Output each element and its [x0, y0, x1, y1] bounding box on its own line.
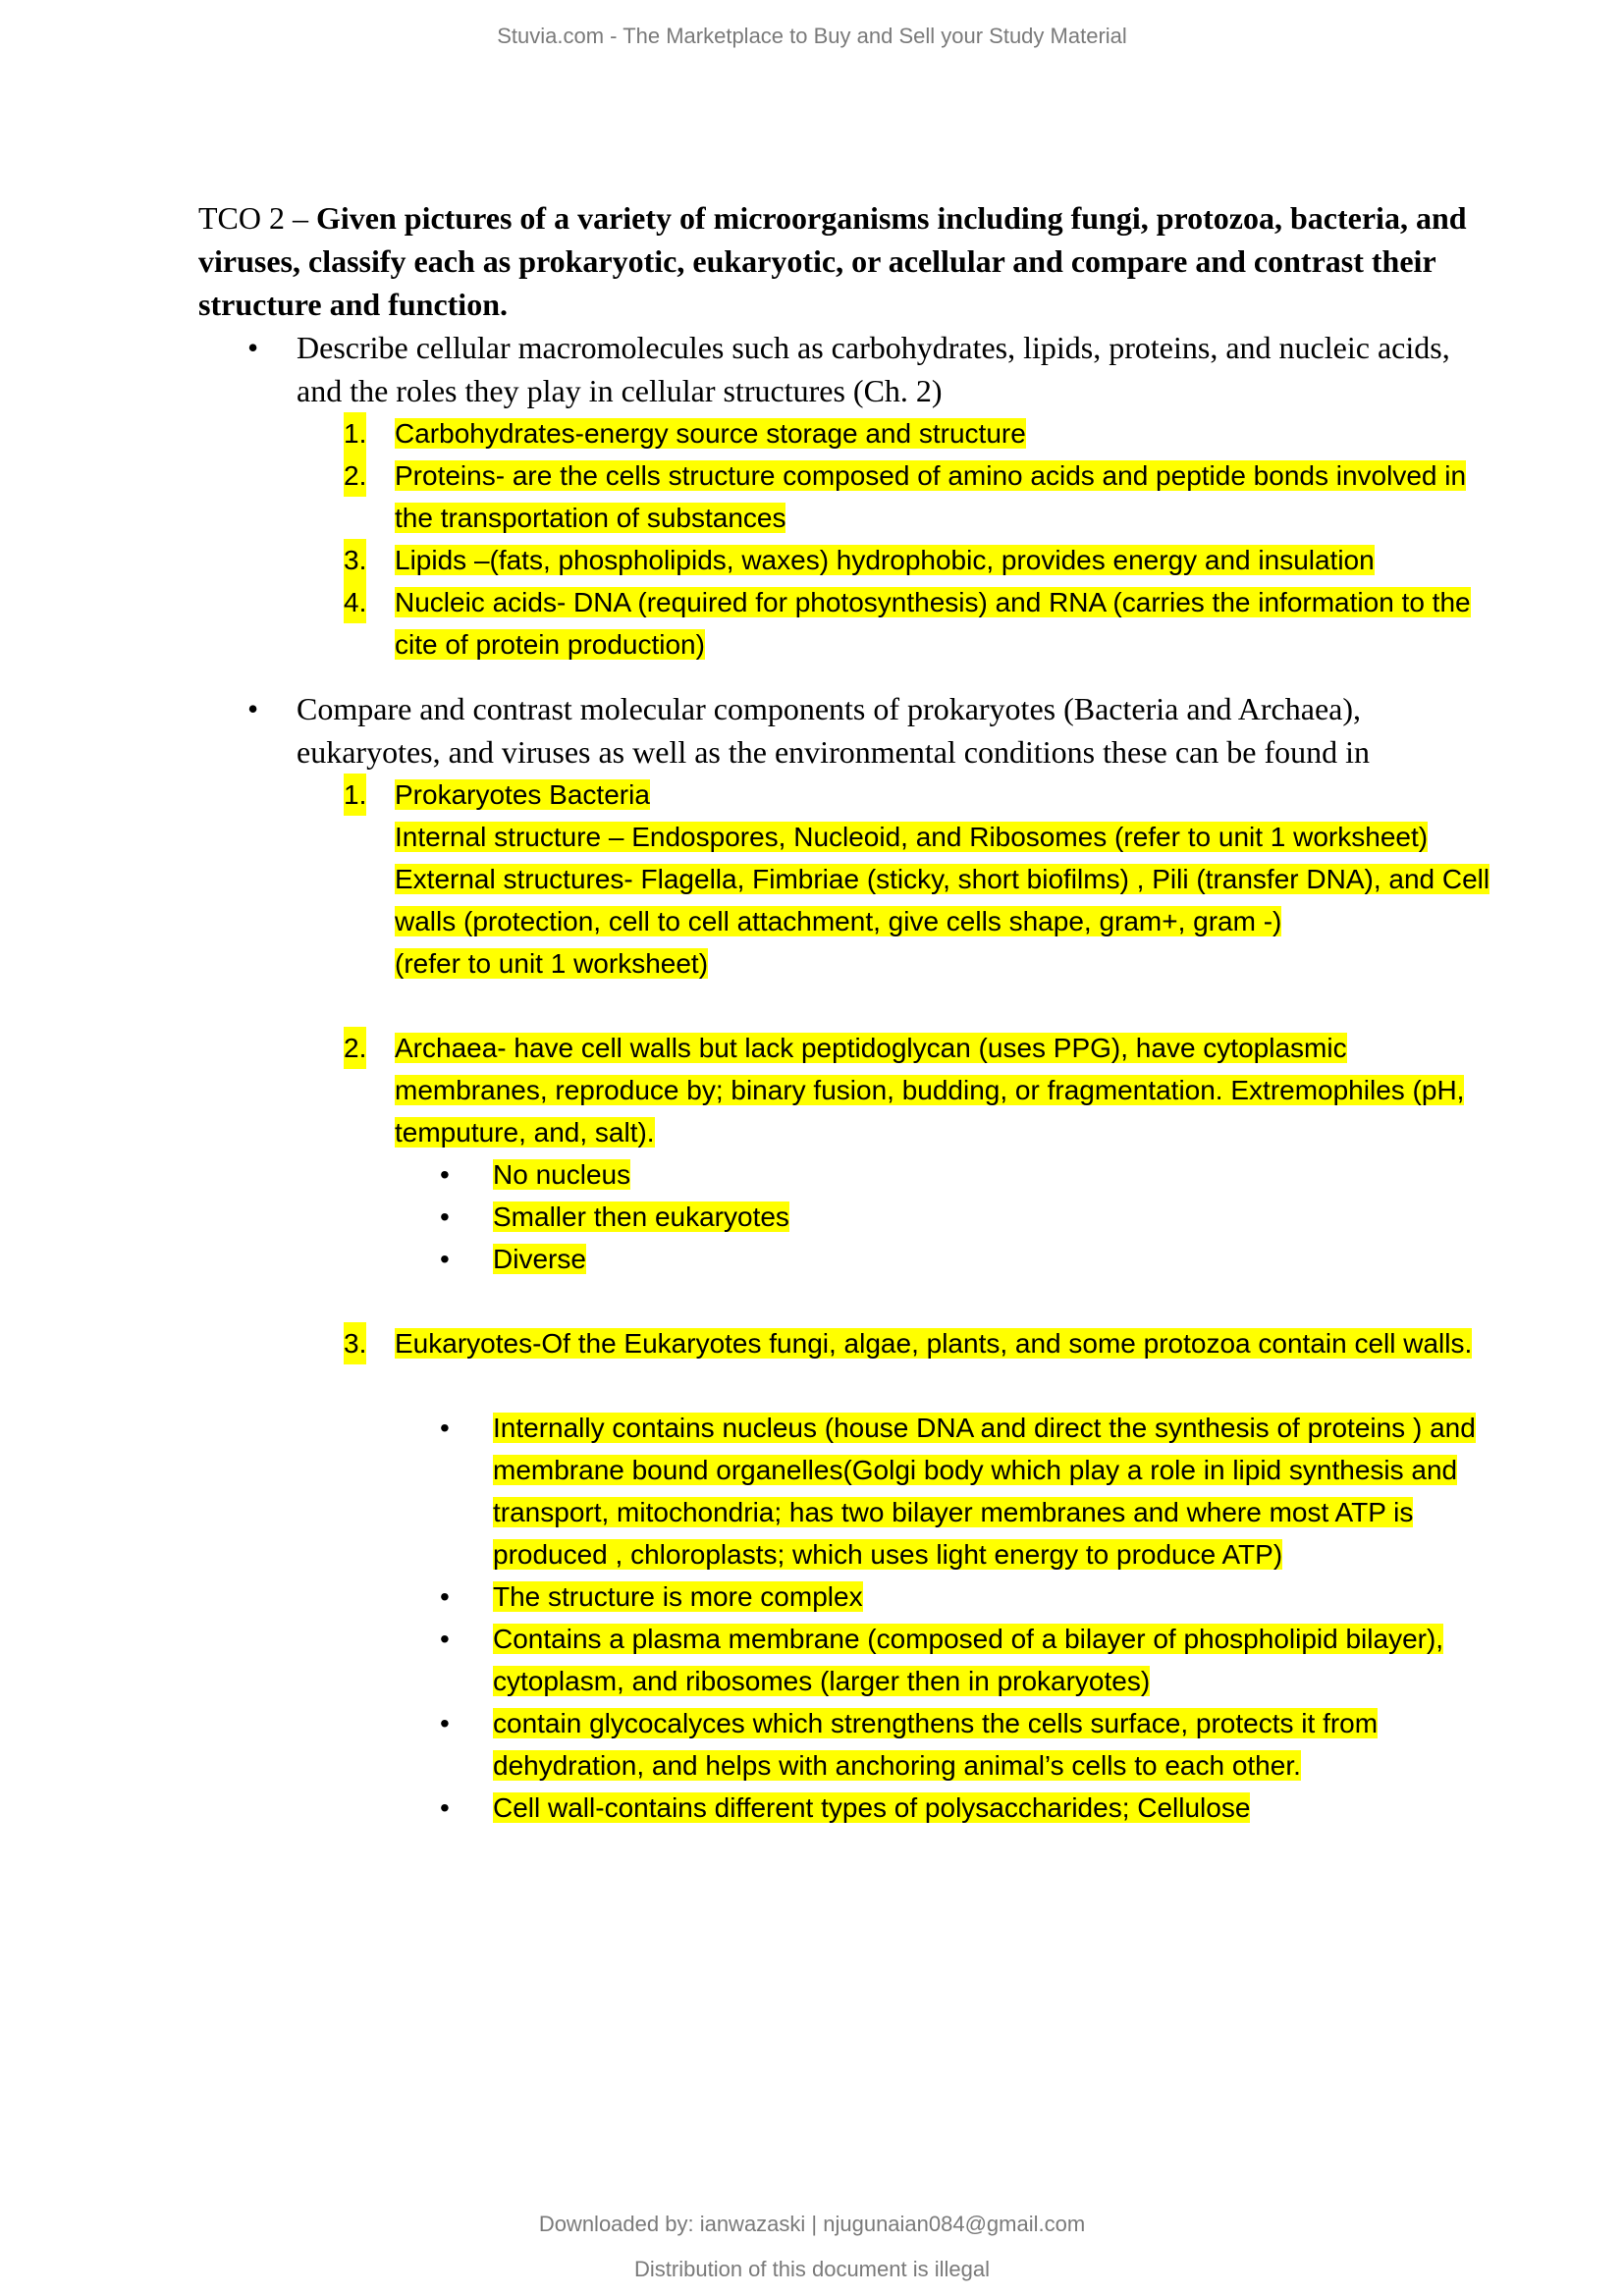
bullet-icon: • [440, 1708, 450, 1738]
bacteria-internal: Internal structure – Endospores, Nucleoid, and Ribosomes (refer to unit 1 worksheet) [395, 822, 1429, 852]
list-number: 2. [344, 1027, 366, 1069]
list-number: 1. [344, 774, 366, 816]
macromolecule-list [198, 412, 1494, 666]
eukaryote-bullets [198, 1407, 1494, 1829]
bullet-icon: • [440, 1624, 450, 1654]
list-item-text: Proteins- are the cells structure composed of amino acids and peptide bonds involved in the transportation of substances [395, 460, 1467, 533]
list-item-text: Lipids –(fats, phospholipids, waxes) hydrophobic, provides energy and insulation [395, 545, 1375, 575]
distribution-footer: Distribution of this document is illegal [634, 2257, 990, 2281]
bacteria-refer: (refer to unit 1 worksheet) [395, 948, 709, 979]
bacteria-external: External structures- Flagella, Fimbriae (sticky, short biofilms) , Pili (transfer DNA), and Cell walls (protection, cell to cell attachment, give cells shape, gram+, gram -) [395, 864, 1490, 936]
list-item [198, 1702, 1494, 1787]
list-item [198, 539, 1494, 581]
bacteria-title: Prokaryotes Bacteria [395, 779, 650, 810]
list-item [198, 1787, 1494, 1829]
list-item [198, 1196, 1494, 1238]
archaea-text: Archaea- have cell walls but lack peptidoglycan (uses PPG), have cytoplasmic membranes, reproduce by; binary fusion, budding, or fragmentation. Extremophiles (pH, temputure, and, salt). [395, 1033, 1465, 1148]
list-item-text: Carbohydrates-energy source storage and structure [395, 418, 1026, 449]
tco-prefix: TCO 2 – [198, 200, 316, 236]
tco-description: Given pictures of a variety of microorganisms including fungi, protozoa, bacteria, and viruses, classify each as prokaryotic, eukaryotic, or acellular and compare and contrast their structure and function. [198, 200, 1467, 322]
list-item [198, 581, 1494, 666]
list-item [198, 412, 1494, 454]
list-item-text: Cell wall-contains different types of polysaccharides; Cellulose [493, 1792, 1251, 1823]
list-item-archaea [198, 1027, 1494, 1153]
list-item [198, 1575, 1494, 1618]
stuvia-header: Stuvia.com - The Marketplace to Buy and Sell your Study Material [497, 24, 1127, 48]
list-item [198, 454, 1494, 539]
bullet-icon: • [440, 1201, 450, 1232]
list-item-text: Internally contains nucleus (house DNA and direct the synthesis of proteins ) and membrane bound organelles(Golgi body which play a role in lipid synthesis and transport, mitochondria; has two bilayer membranes and where most ATP is produced , chloroplasts; which uses light energy to produce ATP) [493, 1413, 1476, 1570]
eukaryotes-text: Eukaryotes-Of the Eukaryotes fungi, algae, plants, and some protozoa contain cell walls. [395, 1328, 1473, 1359]
section-macromolecules [198, 326, 1494, 412]
bullet-icon: • [247, 330, 259, 365]
list-item [198, 1153, 1494, 1196]
list-item-text: Smaller then eukaryotes [493, 1201, 789, 1232]
list-item-text: Nucleic acids- DNA (required for photosynthesis) and RNA (carries the information to the cite of protein production) [395, 587, 1471, 660]
tco-heading [198, 196, 1494, 326]
list-item [198, 1407, 1494, 1575]
list-item-text: Contains a plasma membrane (composed of a bilayer of phospholipid bilayer), cytoplasm, and ribosomes (larger then in prokaryotes) [493, 1624, 1444, 1696]
list-item-text: No nucleus [493, 1159, 631, 1190]
list-number: 3. [344, 539, 366, 581]
list-item [198, 1618, 1494, 1702]
bullet-icon: • [440, 1413, 450, 1443]
list-item [198, 1238, 1494, 1280]
list-item-text: contain glycocalyces which strengthens the cells surface, protects it from dehydration, and helps with anchoring animal’s cells to each other. [493, 1708, 1379, 1781]
archaea-bullets [198, 1153, 1494, 1280]
bullet-icon: • [440, 1244, 450, 1274]
bullet-icon: • [440, 1581, 450, 1612]
eukaryote-list [198, 1322, 1494, 1364]
section-compare-text: Compare and contrast molecular components of prokaryotes (Bacteria and Archaea), eukaryotes, and viruses as well as the environmental conditions these can be found in [297, 691, 1371, 770]
list-number: 2. [344, 454, 366, 497]
list-number: 3. [344, 1322, 366, 1364]
document-body [198, 196, 1494, 1829]
bullet-icon: • [440, 1792, 450, 1823]
bullet-icon: • [440, 1159, 450, 1190]
list-number: 4. [344, 581, 366, 623]
bullet-icon: • [247, 691, 259, 726]
list-item-text: Diverse [493, 1244, 586, 1274]
list-item-bacteria [198, 774, 1494, 985]
list-item-text: The structure is more complex [493, 1581, 863, 1612]
list-number: 1. [344, 412, 366, 454]
section-macromolecules-text: Describe cellular macromolecules such as carbohydrates, lipids, proteins, and nucleic acids, and the roles they play in cellular structures (Ch. 2) [297, 330, 1450, 408]
organism-list [198, 774, 1494, 1153]
downloaded-by-footer: Downloaded by: ianwazaski | njugunaian084@gmail.com [538, 2212, 1086, 2236]
section-prokaryotes-eukaryotes [198, 687, 1494, 774]
list-item-eukaryotes [198, 1322, 1494, 1364]
